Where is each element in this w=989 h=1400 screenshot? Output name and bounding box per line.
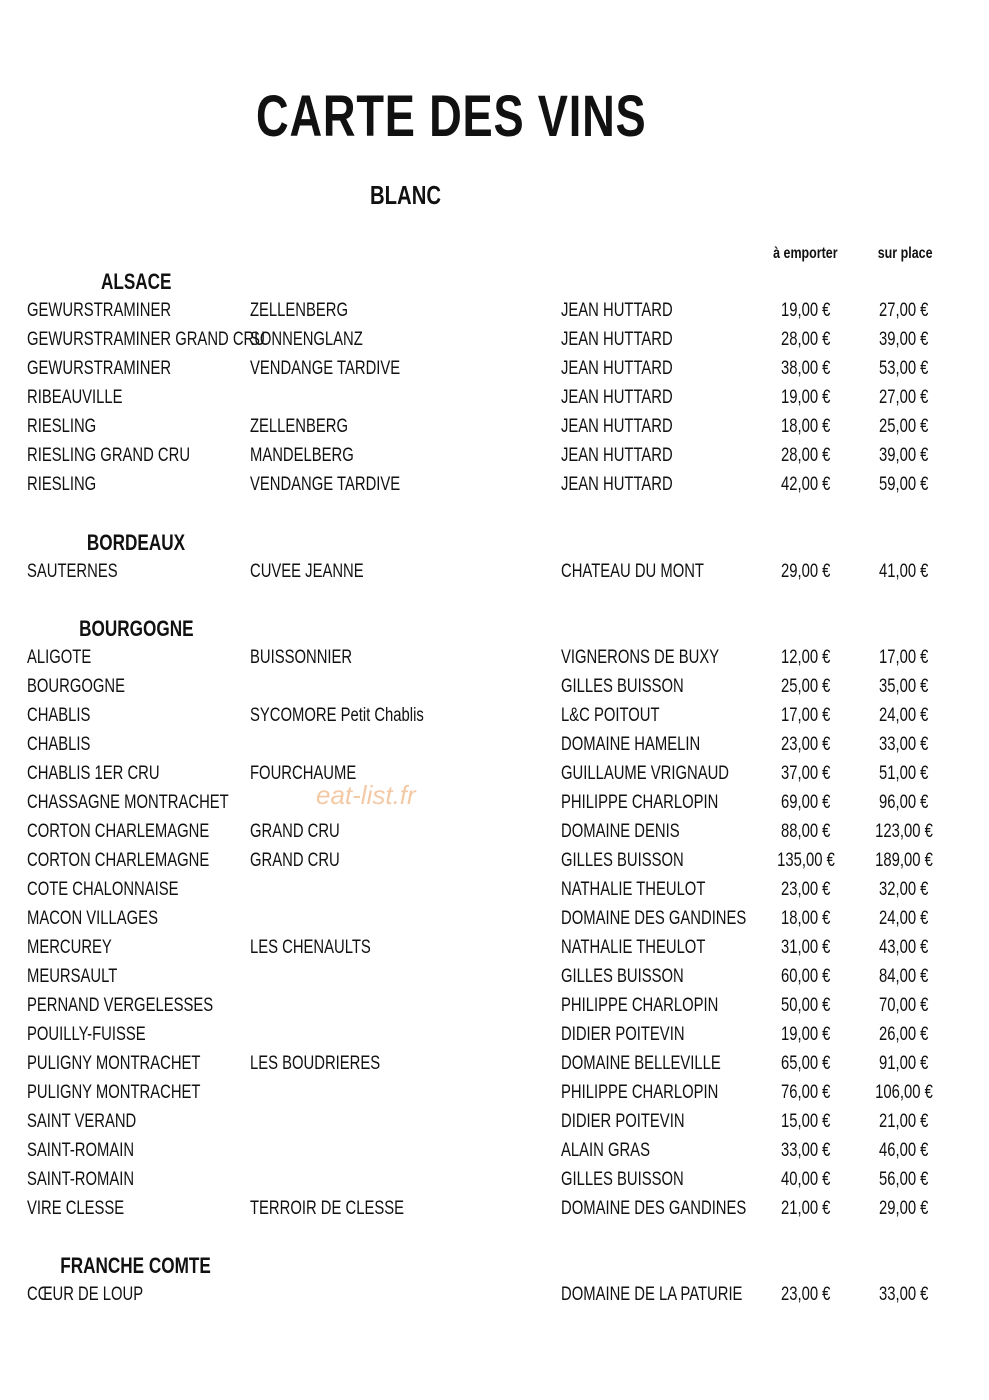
wine-row [0, 383, 989, 412]
price-onsite: 27,00 € [879, 300, 929, 321]
wine-cuvee [250, 1165, 550, 1194]
wine-name: GEWURSTRAMINER [27, 300, 172, 321]
wine-producer: GILLES BUISSON [561, 1169, 684, 1190]
wine-cuvee: GRAND CRU [250, 850, 340, 871]
wine-row [0, 296, 989, 325]
wine-cuvee [250, 730, 550, 759]
region-heading: BORDEAUX [86, 530, 186, 555]
price-onsite: 27,00 € [879, 387, 929, 408]
wine-producer: DOMAINE DE LA PATURIE [561, 1284, 743, 1305]
wine-name: ALIGOTE [27, 647, 92, 668]
price-takeaway: 50,00 € [781, 995, 831, 1016]
wine-cuvee: FOURCHAUME [250, 763, 357, 784]
price-takeaway: 23,00 € [781, 734, 831, 755]
wine-row [0, 672, 989, 701]
wine-name: RIBEAUVILLE [27, 387, 123, 408]
wine-cuvee [250, 383, 550, 412]
wine-cuvee: ZELLENBERG [250, 300, 349, 321]
wine-row [0, 730, 989, 759]
wine-cuvee: GRAND CRU [250, 821, 340, 842]
wine-producer: DIDIER POITEVIN [561, 1024, 685, 1045]
price-onsite: 106,00 € [875, 1082, 933, 1103]
wine-name: RIESLING GRAND CRU [27, 445, 191, 466]
price-onsite: 33,00 € [879, 1284, 929, 1305]
wine-row [0, 1136, 989, 1165]
wine-row [0, 354, 989, 383]
wine-cuvee [250, 1280, 550, 1309]
wine-cuvee: VENDANGE TARDIVE [250, 358, 401, 379]
wine-cuvee [250, 1020, 550, 1049]
wine-name: CHABLIS [27, 705, 91, 726]
wine-name: MACON VILLAGES [27, 908, 158, 929]
price-takeaway: 60,00 € [781, 966, 831, 987]
wine-name: CHABLIS [27, 734, 91, 755]
wine-producer: JEAN HUTTARD [561, 474, 673, 495]
price-takeaway: 17,00 € [781, 705, 831, 726]
wine-row [0, 962, 989, 991]
wine-row [0, 1280, 989, 1309]
price-takeaway: 28,00 € [781, 329, 831, 350]
price-onsite: 46,00 € [879, 1140, 929, 1161]
wine-producer: GILLES BUISSON [561, 966, 684, 987]
price-takeaway: 31,00 € [781, 937, 831, 958]
wine-cuvee [250, 875, 550, 904]
price-takeaway: 25,00 € [781, 676, 831, 697]
price-onsite: 21,00 € [879, 1111, 929, 1132]
wine-row [0, 788, 989, 817]
wine-cuvee: TERROIR DE CLESSE [250, 1198, 405, 1219]
price-takeaway: 38,00 € [781, 358, 831, 379]
price-onsite: 24,00 € [879, 908, 929, 929]
price-takeaway: 88,00 € [781, 821, 831, 842]
wine-name: PULIGNY MONTRACHET [27, 1053, 201, 1074]
wine-row [0, 875, 989, 904]
price-onsite: 91,00 € [879, 1053, 929, 1074]
wine-name: VIRE CLESSE [27, 1198, 125, 1219]
wine-cuvee: MANDELBERG [250, 445, 354, 466]
wine-row [0, 1049, 989, 1078]
wine-name: BOURGOGNE [27, 676, 125, 697]
price-onsite: 24,00 € [879, 705, 929, 726]
wine-row [0, 1194, 989, 1223]
price-takeaway: 12,00 € [781, 647, 831, 668]
price-onsite: 96,00 € [879, 792, 929, 813]
wine-name: SAINT-ROMAIN [27, 1169, 135, 1190]
price-takeaway: 65,00 € [781, 1053, 831, 1074]
wine-cuvee: BUISSONNIER [250, 647, 353, 668]
price-onsite: 189,00 € [875, 850, 933, 871]
price-takeaway: 18,00 € [781, 908, 831, 929]
region-heading: FRANCHE COMTE [60, 1253, 212, 1278]
wine-row [0, 441, 989, 470]
wine-name: PULIGNY MONTRACHET [27, 1082, 201, 1103]
page-title: CARTE DES VINS [256, 84, 647, 149]
price-takeaway: 40,00 € [781, 1169, 831, 1190]
wine-producer: JEAN HUTTARD [561, 387, 673, 408]
wine-producer: DIDIER POITEVIN [561, 1111, 685, 1132]
wine-name: SAINT VERAND [27, 1111, 137, 1132]
wine-producer: DOMAINE BELLEVILLE [561, 1053, 721, 1074]
wine-producer: GILLES BUISSON [561, 850, 684, 871]
wine-producer: PHILIPPE CHARLOPIN [561, 1082, 719, 1103]
wine-row [0, 817, 989, 846]
wine-row [0, 701, 989, 730]
wine-row [0, 991, 989, 1020]
price-takeaway: 23,00 € [781, 1284, 831, 1305]
price-onsite: 53,00 € [879, 358, 929, 379]
takeaway-price-header: à emporter [772, 245, 838, 262]
wine-cuvee: LES CHENAULTS [250, 937, 371, 958]
wine-cuvee: SYCOMORE Petit Chablis [250, 705, 424, 726]
price-onsite: 59,00 € [879, 474, 929, 495]
price-onsite: 41,00 € [879, 561, 929, 582]
wine-producer: CHATEAU DU MONT [561, 561, 704, 582]
wine-row [0, 1020, 989, 1049]
wine-row [0, 325, 989, 354]
price-takeaway: 18,00 € [781, 416, 831, 437]
price-takeaway: 42,00 € [781, 474, 831, 495]
price-onsite: 56,00 € [879, 1169, 929, 1190]
wine-producer: VIGNERONS DE BUXY [561, 647, 720, 668]
wine-cuvee [250, 1078, 550, 1107]
wine-producer: NATHALIE THEULOT [561, 879, 706, 900]
price-takeaway: 21,00 € [781, 1198, 831, 1219]
price-onsite: 84,00 € [879, 966, 929, 987]
wine-producer: ALAIN GRAS [561, 1140, 650, 1161]
price-takeaway: 19,00 € [781, 387, 831, 408]
price-onsite: 51,00 € [879, 763, 929, 784]
wine-name: SAUTERNES [27, 561, 118, 582]
wine-name: GEWURSTRAMINER GRAND CRU [27, 329, 265, 350]
wine-producer: JEAN HUTTARD [561, 329, 673, 350]
wine-producer: JEAN HUTTARD [561, 300, 673, 321]
wine-name: CHASSAGNE MONTRACHET [27, 792, 229, 813]
price-takeaway: 19,00 € [781, 300, 831, 321]
onsite-price-header: sur place [877, 245, 933, 262]
price-onsite: 32,00 € [879, 879, 929, 900]
price-onsite: 43,00 € [879, 937, 929, 958]
price-onsite: 26,00 € [879, 1024, 929, 1045]
price-onsite: 123,00 € [875, 821, 933, 842]
wine-row [0, 933, 989, 962]
wine-row [0, 557, 989, 586]
wine-cuvee [250, 1107, 550, 1136]
wine-row [0, 846, 989, 875]
wine-producer: L&C POITOUT [561, 705, 660, 726]
wine-name: MERCUREY [27, 937, 112, 958]
wine-name: CŒUR DE LOUP [27, 1284, 144, 1305]
wine-cuvee [250, 1136, 550, 1165]
wine-cuvee: SONNENGLANZ [250, 329, 363, 350]
wine-row [0, 1165, 989, 1194]
wine-cuvee: CUVEE JEANNE [250, 561, 364, 582]
wine-producer: PHILIPPE CHARLOPIN [561, 995, 719, 1016]
wine-name: MEURSAULT [27, 966, 118, 987]
price-takeaway: 33,00 € [781, 1140, 831, 1161]
wine-row [0, 470, 989, 499]
wine-row [0, 1107, 989, 1136]
region-heading: ALSACE [100, 269, 172, 294]
wine-producer: GUILLAUME VRIGNAUD [561, 763, 729, 784]
price-onsite: 39,00 € [879, 329, 929, 350]
wine-name: RIESLING [27, 474, 97, 495]
wine-row [0, 1078, 989, 1107]
price-takeaway: 69,00 € [781, 792, 831, 813]
wine-name: COTE CHALONNAISE [27, 879, 179, 900]
wine-name: SAINT-ROMAIN [27, 1140, 135, 1161]
wine-row [0, 643, 989, 672]
wine-producer: DOMAINE HAMELIN [561, 734, 701, 755]
wine-name: PERNAND VERGELESSES [27, 995, 214, 1016]
region-heading: BOURGOGNE [78, 616, 194, 641]
wine-producer: DOMAINE DES GANDINES [561, 1198, 747, 1219]
price-takeaway: 37,00 € [781, 763, 831, 784]
wine-cuvee [250, 672, 550, 701]
price-takeaway: 135,00 € [777, 850, 835, 871]
wine-cuvee [250, 904, 550, 933]
wine-producer: DOMAINE DENIS [561, 821, 680, 842]
wine-producer: JEAN HUTTARD [561, 416, 673, 437]
wine-producer: NATHALIE THEULOT [561, 937, 706, 958]
price-onsite: 33,00 € [879, 734, 929, 755]
wine-producer: JEAN HUTTARD [561, 358, 673, 379]
price-takeaway: 23,00 € [781, 879, 831, 900]
wine-producer: GILLES BUISSON [561, 676, 684, 697]
price-takeaway: 15,00 € [781, 1111, 831, 1132]
price-takeaway: 19,00 € [781, 1024, 831, 1045]
price-takeaway: 29,00 € [781, 561, 831, 582]
wine-producer: PHILIPPE CHARLOPIN [561, 792, 719, 813]
wine-cuvee [250, 962, 550, 991]
wine-cuvee: LES BOUDRIERES [250, 1053, 381, 1074]
price-takeaway: 28,00 € [781, 445, 831, 466]
wine-name: CHABLIS 1ER CRU [27, 763, 160, 784]
wine-name: RIESLING [27, 416, 97, 437]
wine-row [0, 412, 989, 441]
price-onsite: 29,00 € [879, 1198, 929, 1219]
price-onsite: 70,00 € [879, 995, 929, 1016]
wine-cuvee: VENDANGE TARDIVE [250, 474, 401, 495]
wine-cuvee [250, 991, 550, 1020]
price-onsite: 17,00 € [879, 647, 929, 668]
wine-name: GEWURSTRAMINER [27, 358, 172, 379]
price-onsite: 25,00 € [879, 416, 929, 437]
wine-producer: DOMAINE DES GANDINES [561, 908, 747, 929]
price-onsite: 35,00 € [879, 676, 929, 697]
price-onsite: 39,00 € [879, 445, 929, 466]
wine-name: CORTON CHARLEMAGNE [27, 850, 210, 871]
wine-category-title: BLANC [369, 180, 441, 210]
wine-row [0, 904, 989, 933]
wine-name: POUILLY-FUISSE [27, 1024, 146, 1045]
wine-producer: JEAN HUTTARD [561, 445, 673, 466]
price-takeaway: 76,00 € [781, 1082, 831, 1103]
wine-cuvee: ZELLENBERG [250, 416, 349, 437]
wine-name: CORTON CHARLEMAGNE [27, 821, 210, 842]
watermark: eat-list.fr [316, 780, 416, 810]
wine-row [0, 759, 989, 788]
